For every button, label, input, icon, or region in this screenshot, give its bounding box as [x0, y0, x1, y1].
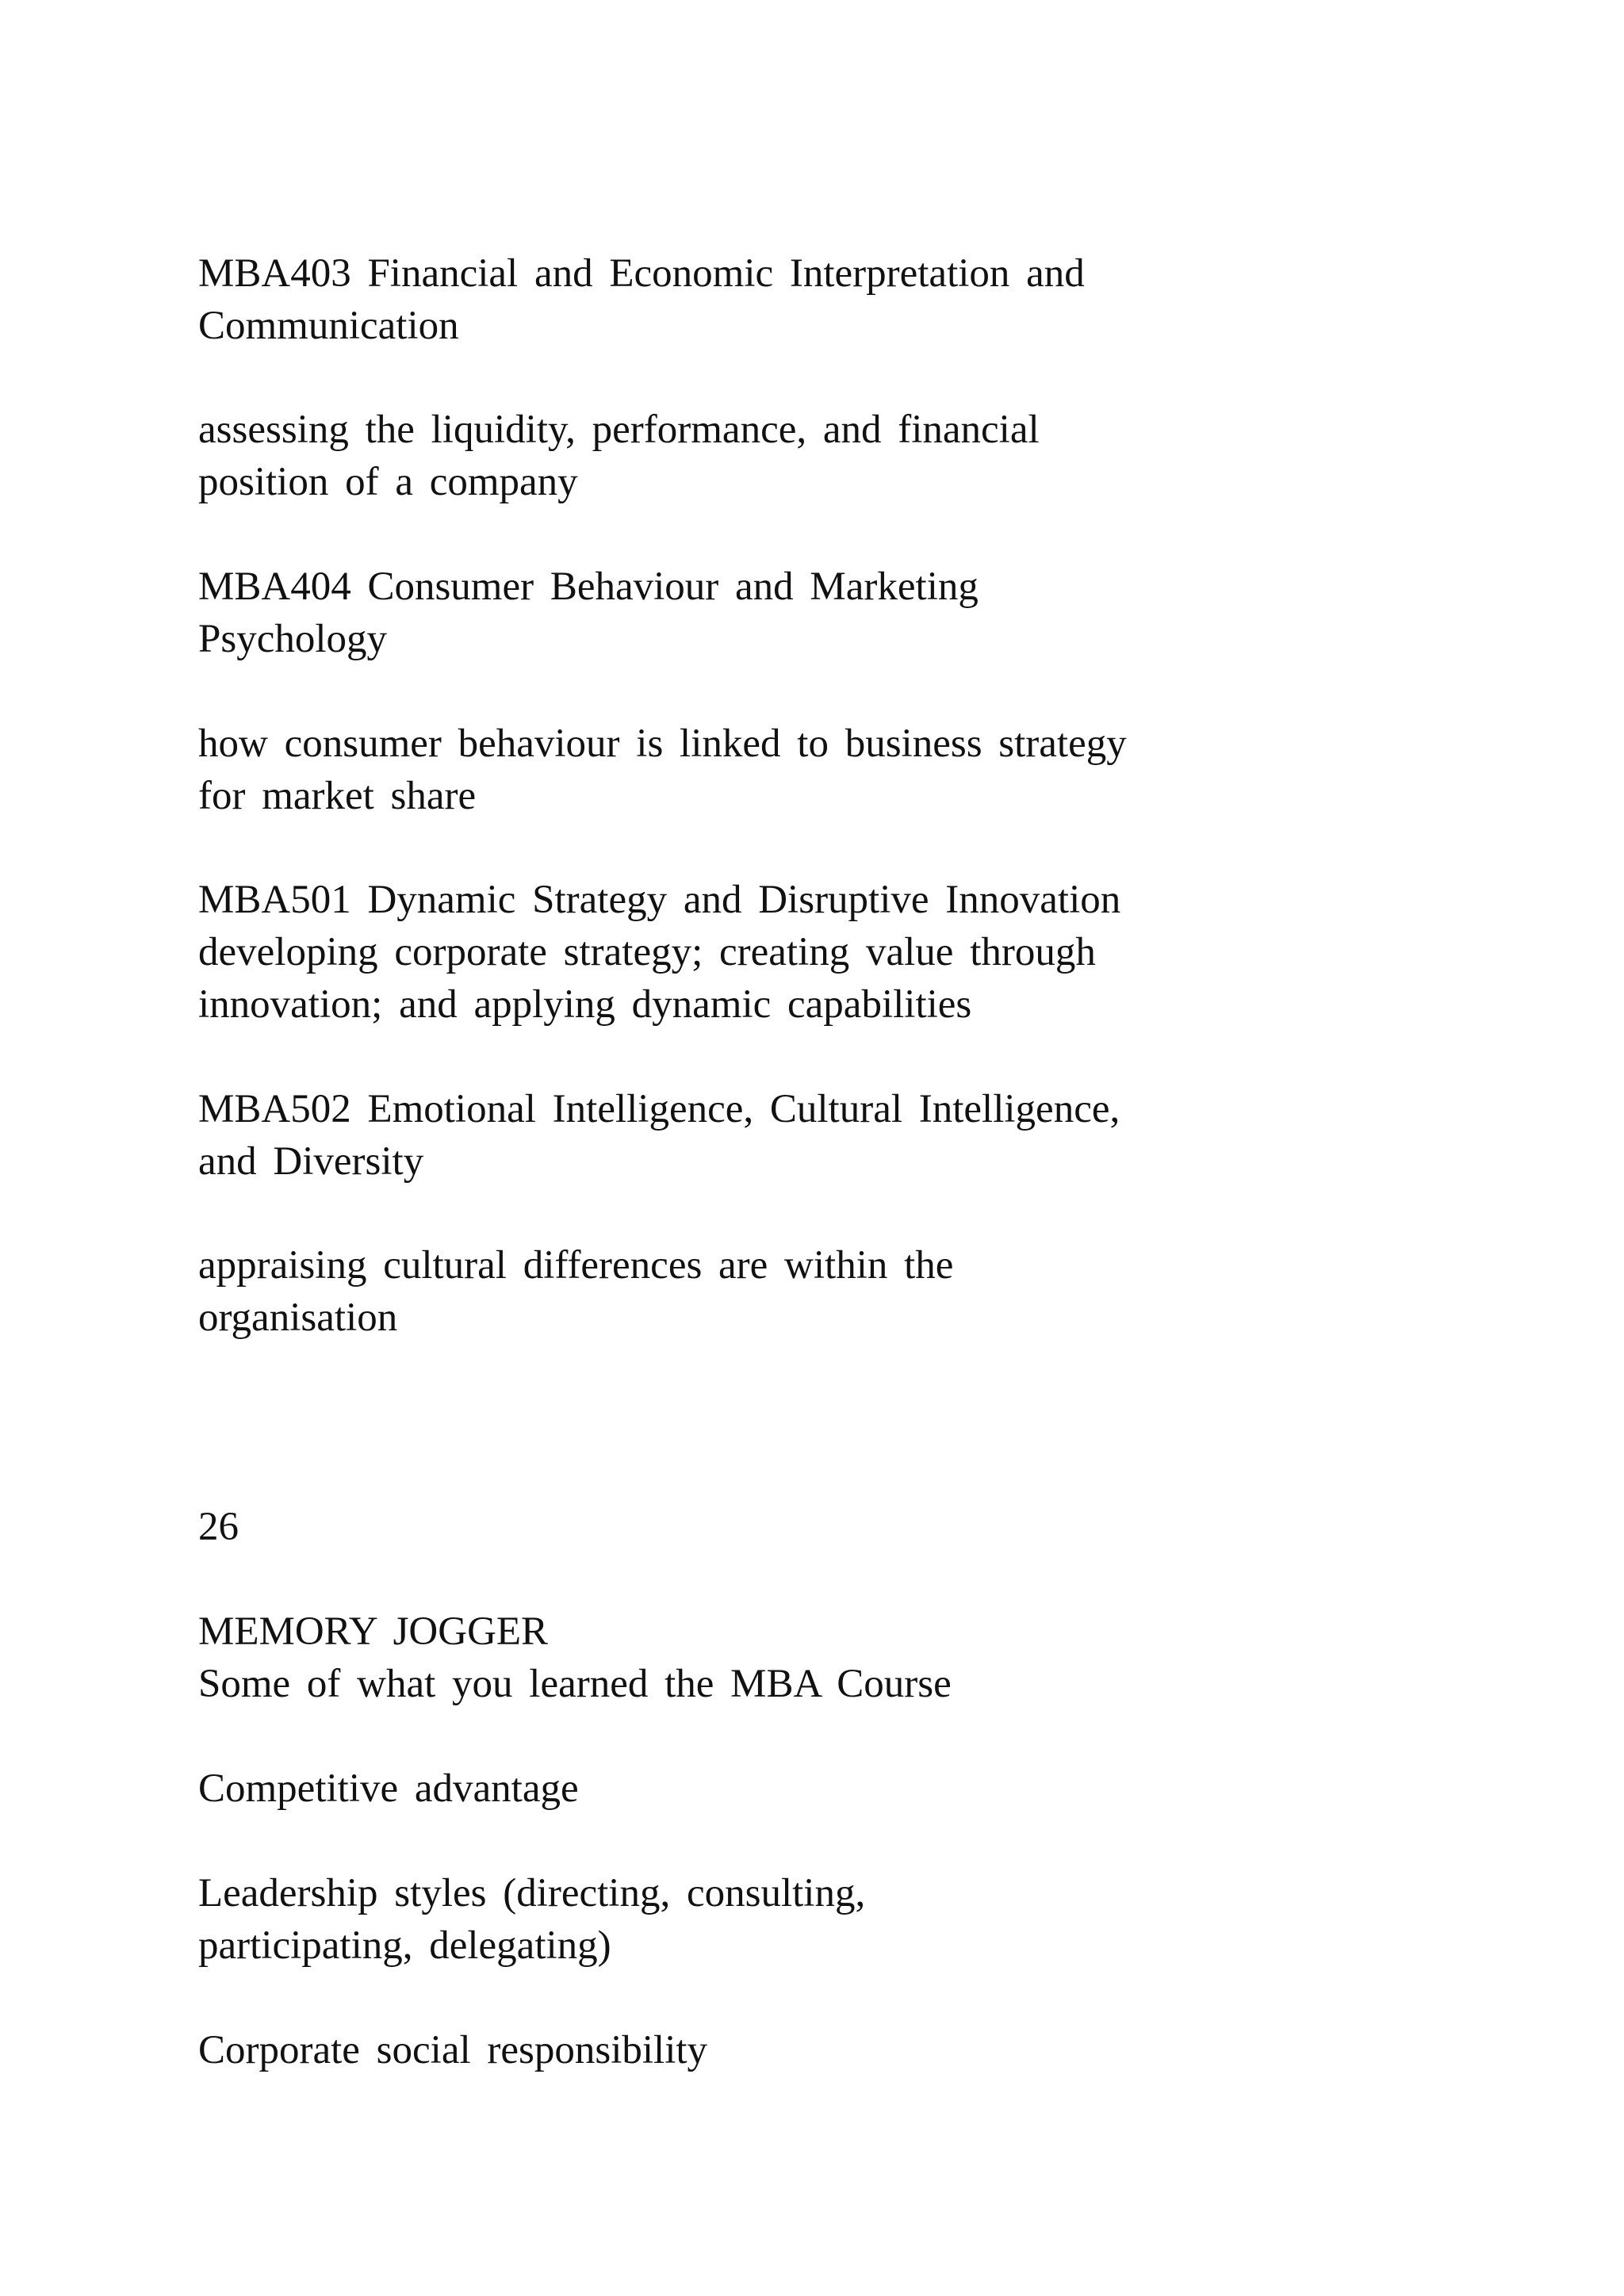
course-title-mba502-continued: and Diversity	[198, 1139, 424, 1184]
course-description-mba501: developing corporate strategy; creating value through	[198, 930, 1096, 974]
course-title-mba404: MBA404 Consumer Behaviour and Marketing	[198, 564, 979, 609]
course-description-mba404-continued: for market share	[198, 774, 477, 818]
course-description-mba502: appraising cultural differences are within the	[198, 1243, 954, 1288]
list-item-competitive-advantage: Competitive advantage	[198, 1766, 579, 1811]
list-item-corporate-social-responsibility: Corporate social responsibility	[198, 2028, 708, 2072]
course-description-mba502-continued: organisation	[198, 1295, 398, 1340]
list-item-leadership-styles: Leadership styles (directing, consulting,	[198, 1871, 866, 1915]
section-subheading: Some of what you learned the MBA Course	[198, 1662, 952, 1706]
course-description-mba403: assessing the liquidity, performance, and financial	[198, 408, 1040, 452]
course-title-mba403: MBA403 Financial and Economic Interpretation and	[198, 251, 1085, 296]
course-description-mba403-continued: position of a company	[198, 460, 578, 504]
course-title-mba403-continued: Communication	[198, 304, 459, 348]
course-description-mba404: how consumer behaviour is linked to business strategy	[198, 721, 1127, 766]
course-title-mba501: MBA501 Dynamic Strategy and Disruptive Innovation	[198, 878, 1121, 922]
course-description-mba501-continued: innovation; and applying dynamic capabilities	[198, 982, 972, 1027]
page-number: 26	[198, 1505, 239, 1549]
section-heading-memory-jogger: MEMORY JOGGER	[198, 1609, 549, 1654]
course-title-mba404-continued: Psychology	[198, 617, 388, 661]
course-title-mba502: MBA502 Emotional Intelligence, Cultural Intelligence,	[198, 1087, 1120, 1131]
list-item-leadership-styles-continued: participating, delegating)	[198, 1923, 611, 1968]
